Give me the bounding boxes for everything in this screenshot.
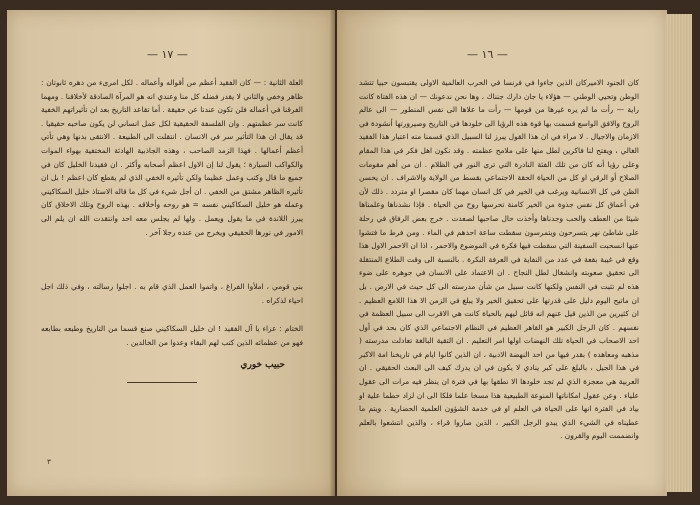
paragraph: الختام : عزاء يا آل الفقيد ! ان خليل السكاكيني صنع قسما من التاريخ وطبعه بطابعه فهو من عظمائه الذين كتب لهم البقاء وعدوا من الخالدين . [41,324,303,347]
paragraph: كان الجنود الاميركان الذين جاءوا في فرنسا في الحرب العالمية الاولى يقتبسون حبيا تتشد الوطن وتحيي الوطني — هؤلاء يا جان دارك جنناك ، وها نحن ندعونك — ان هذه الفتاة كانت راية — رأت ما لم يره غيرها من قومها — رأت ما علاها الى نفس المنطور — الى عالم الروح والافق الواسع قسمت بها قوة هذه الرؤيا الى خلودها في التاريخ وصيرورتها أنشودة في الازمان والاجيال . لا مراء في ان هذا القول يبرز لنا السبيل الذي قسمنا منه اعتبار هذا الفقيد الغالي ، ويفتح لنا فاكرين لطل منها على ملامح عظمته . وقد نكون اهل فكر في هذا المقام وعلى رؤيا أنه كان من تلك الفئة النادرة التي ترى النور في الظلام . ان من أهم مقومات الصلاح أو الرقي او كل من الحياة الحقة الاجتماعي بقسط من الولاية والاشراف . ان يحسن الظن في كل الانسانية ويرغب في الخير في كل انسان مهما كان مقصرا او متردد . ذلك لأن في أعماق كل نفس جذوة من الخير كامنة تحرسها روح من الحياة . فإذا نشدناها وعلمناها شيئا من العطف والحب وجدناها وأخذت حال صاحبها لصعدت . خرج بعض الرفاق في رحلة على شاطئ نهر يتسرحون ويتمرسون سقطت ساعة احدهم في الماء . ومن فرط ما فتشوا عنها انسحبت السفينة التي سقطت فيها فكرة في الموضوع والاحمر ، اذا ان الاحمر الاول هذا وقع في غيبة بقعة في عدد من النفاية في العرفة النكرة . بالنسبة الى وقت الطلاع المنتقلة الى تحقيق صعوبته وانشغال لطل النجاح . ان الاعتماد على الانسان في جوهره على ضوء هذه لم تثبت في النفس ولكنها كانت سبيل من شأن مدرسته الى كل حيث في الارض . بل ان ماتيح اليوم دليل على قدرتها على تحقيق الخير ولا يبلغ في الزمن الا هذا اللامع العظيم . ان كثيرين من الذين قيل عنهم انه قائل ليهم بالحياة كانت هي الاقرب الى سبيل العظمة في نفسهم . كان الرجل الكبير هو القاهر العظيم في النظام الاجتماعي الذي كان بحد في أول احد الاصحاب في الحياة تلك النهضات اولها امر التعليم . ان التقية البالغة تعادلت مدرسته ( مذهبه ومعاهده ) بقدر فيها من احد النهضة الادبية ، ان الذين كانوا ايام في تاريخنا امة الاكبر في هذا الجيل ، بالبلغ على كبر ينادي لا يكون في ان يدرك كيف الى البعث الحقيقي . ان العربية هي معجزة الذي لم تجد خلودها الا نطقها بها في فترة ان ينظر فيه مرات الى عقول علياء . وعن عقول امكاناتها المنوعة الطبيعية هذا مسخا علما فلكا الى ان لزاد حطما علية او بياد في الفترة انها على الحياة في العلم او في خدمة الشؤون العلمية الحضارية . ويتم ما عطيناه في الشيء الذي يبدو الرجل الكبير ، الذين صاروا قراء ، والذين انتشعوا بالعلم وانضممت اليوم والقرون . [359,78,639,441]
page-number: — ١٦ — [467,48,508,61]
divider-line [127,382,197,383]
paragraph: بني قومي ، املأوا الفراغ ، واتموا العمل الذي قام به . اجلوا رسالته ، وفي ذلك اجل احياء لذكراه . [41,282,303,305]
footer-number: ٣ [47,458,51,466]
author-signature: حبيب خوري [240,360,285,370]
page-number: — ١٧ — [147,48,188,61]
left-page [7,10,335,496]
paragraph: العلة الثانية : — كان الفقيد أعظم من أقواله وأعماله . لكل امرىء من دهره ثابوتان : ظاهر وخفي والثاني لا يقدر فضله كل منا وعندي انه هو المرآة الصادقة لأخلاقنا . ومهما الفرقنا في أعماله فلن تكون عندنا عن حقيقة . أما تقاعد التاريخ بعد ان تأثيراتهم الخفية كانت سر عظمتهم . وان الفلسفة الحقيقية لكل عمل انساني لن يكون صاحبه حقيقيا . قد يقال ان هذا التأثير سر في الانسان . انتقلت الى الطبيعة . الانتقى بدنها وهي تأتي أعظم أعمالها . فهذا الزمد الصاحب ، وهذه الجاذبية الهادئة المختفية بهواء الموات والكواكب السيارة ؛ يقول لنا إن الاول اعظم أصحابه وأكثر . ان فقيدنا الخليل كان في جميع ما قال وكتب وعمل عظيما ولكن تأثيره الخفي الذي لم يقطع كان اعظم ! بل ان تأثيره الظاهر مشتق من الخفي . ان أجل شيء في كل ما قاله الاستاذ خليل السكاكيني وعمله هو خليل السكاكيني نفسه = هو روحه وأخلاقه . بهذه الروح وتلك الاخلاق كان يبرز اللاندة في ما يقول ويعمل . ولها لم يجلس معه احد وانتقدت الله ان يلم الى الامور في نورها الحقيقي ويخرج من عنده رجلا آخر . [41,78,303,237]
right-page [337,10,667,496]
page-edges [666,14,692,492]
